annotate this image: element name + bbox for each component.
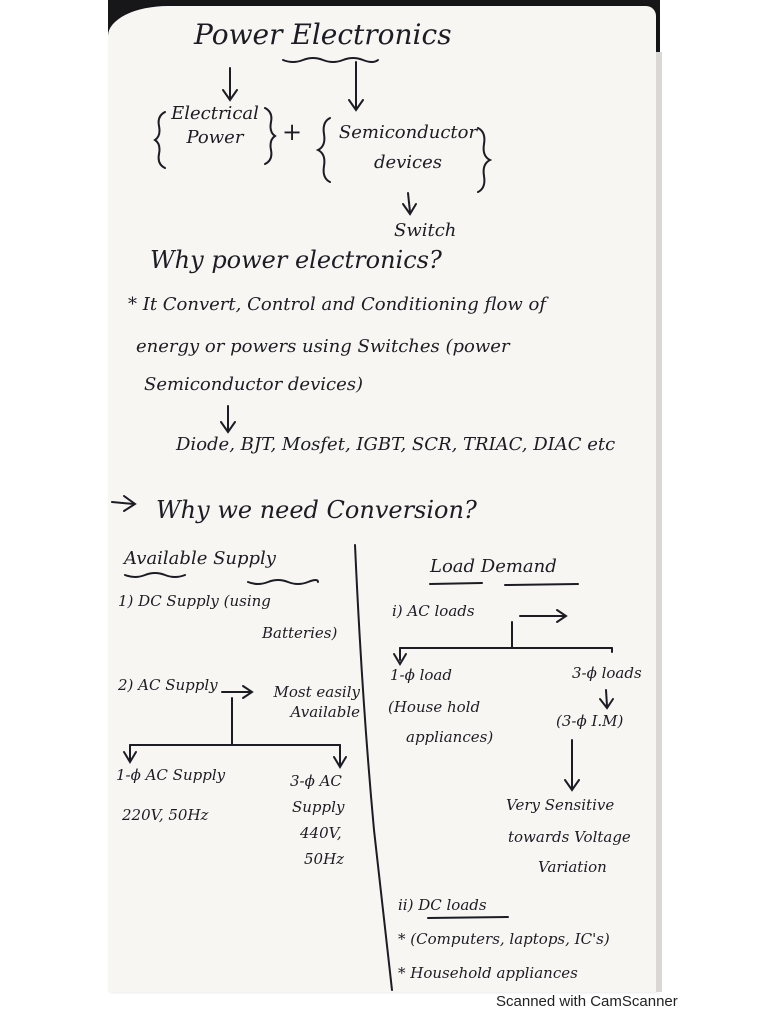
- why-line-3: Semiconductor devices): [144, 374, 364, 395]
- dc-supply-line: 1) DC Supply (using: [118, 592, 271, 610]
- dc-loads-label: ii) DC loads: [398, 896, 487, 914]
- why-power-electronics-heading: Why power electronics?: [150, 246, 442, 274]
- single-phase-supply: 1-ϕ AC Supply: [116, 766, 226, 784]
- device-list: Diode, BJT, Mosfet, IGBT, SCR, TRIAC, DIAC etc: [176, 434, 616, 455]
- ac-loads-label: i) AC loads: [392, 602, 475, 620]
- available-supply-heading: Available Supply: [124, 548, 276, 569]
- dc-load-item-1: * (Computers, laptops, IC's): [398, 930, 610, 948]
- dc-supply-batteries: Batteries): [262, 624, 338, 642]
- ac-supply-note: Most easily Available: [273, 683, 360, 721]
- page-edge-shadow: [656, 52, 662, 992]
- load-demand-heading: Load Demand: [430, 556, 557, 577]
- single-phase-detail-1: (House hold: [388, 698, 481, 716]
- why-line-2: energy or powers using Switches (power: [136, 336, 510, 357]
- sensitive-line-2: towards Voltage: [508, 828, 631, 846]
- sensitive-line-3: Variation: [538, 858, 607, 876]
- semiconductor-devices-label: Semiconductor devices: [338, 122, 478, 173]
- three-phase-detail: (3-ϕ I.M): [556, 712, 624, 730]
- electrical-power-label: Electrical Power: [171, 103, 259, 148]
- why-conversion-heading: Why we need Conversion?: [156, 496, 477, 524]
- single-phase-load: 1-ϕ load: [390, 666, 452, 684]
- dc-load-item-2: * Household appliances: [398, 964, 578, 982]
- three-phase-supply-1: 3-ϕ AC: [290, 772, 342, 790]
- single-phase-detail-2: appliances): [406, 728, 494, 746]
- three-phase-load: 3-ϕ loads: [572, 664, 642, 682]
- scanner-watermark: Scanned with CamScanner: [496, 993, 678, 1010]
- page-title: Power Electronics: [194, 18, 452, 51]
- switch-label: Switch: [394, 220, 457, 241]
- ac-supply-label: 2) AC Supply: [118, 676, 218, 694]
- three-phase-supply-4: 50Hz: [304, 850, 345, 868]
- three-phase-supply-2: Supply: [292, 798, 345, 816]
- three-phase-supply-3: 440V,: [300, 824, 342, 842]
- why-line-1: * It Convert, Control and Conditioning flow of: [128, 294, 546, 315]
- sensitive-line-1: Very Sensitive: [506, 796, 615, 814]
- single-phase-spec: 220V, 50Hz: [122, 806, 209, 824]
- plus-sign: +: [282, 118, 303, 146]
